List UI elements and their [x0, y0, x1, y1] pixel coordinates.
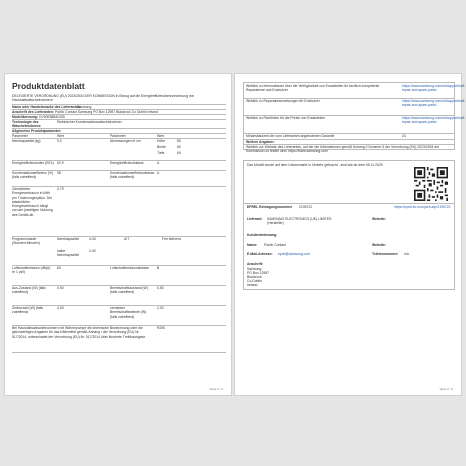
param-cell: Aus-Zustand (W) (falls zutreffend) [12, 286, 46, 295]
table-row [12, 285, 226, 305]
table-row [12, 160, 226, 170]
regulation-text: DELEGIERTE VERORDNUNG (EU) 2023/2534 DER KOMMISSION in Bezug auf die Energieeffizienzkennzeichnung von Haushaltswäschetrocknern [12, 94, 195, 103]
supplier-label: Lieferant: [247, 217, 263, 221]
param-cell: Programmdauer (Stunden:Minuten) [12, 237, 40, 246]
param-cell: Zeitverzahl (W) (falls zutreffend) [12, 306, 44, 315]
value-cell: R290 [157, 326, 166, 330]
dim-depth-value: 60 [177, 151, 181, 155]
name-value: Public Contact [264, 243, 286, 247]
warranty-label: Mindestlaufzeit der vom Lieferanten angebotenen Garantie [246, 134, 335, 138]
duration-full-label: Nennkapazität [57, 237, 79, 241]
spare-parts-link[interactable]: https://www.samsung.com/uk/support/self-repair-and-spare-parts/ [402, 84, 466, 93]
duration-half-value: 2:40 [89, 249, 96, 253]
table-row [12, 170, 226, 186]
website-label: Website: [372, 217, 387, 221]
warranty-value: 24 [402, 134, 406, 138]
dim-width-label: Breite [157, 145, 166, 149]
address-line: PO Box 12987 [247, 271, 270, 275]
phone-label: Telefonnummer: [372, 252, 399, 256]
value-cell: 4,00 [57, 306, 64, 310]
eprel-label: EPREL Eintragungsnummer [247, 205, 293, 209]
param-cell: vernetzter Bereitschaftsbetrieb (W) (falls zutreffend) [110, 306, 147, 319]
address-line: Blackrock [247, 275, 262, 279]
duration-full-value: 4:43 [89, 237, 96, 241]
address-label: Anschrift: [247, 262, 264, 266]
datasheet-page-2 [234, 73, 466, 396]
pricing-link[interactable]: https://www.samsung.com/uk/support/self-repair-and-spare-parts/ [402, 116, 466, 125]
model-label: Modellkennung: [12, 115, 38, 119]
value-cell: 0,50 [157, 286, 164, 290]
dim-width-value: 60 [177, 145, 181, 149]
header-parameter-1: Parameter [12, 134, 28, 138]
table-row [12, 186, 226, 236]
model-value: DV90E8884GGB [39, 115, 65, 119]
supplier-value: Samsung [77, 105, 92, 109]
param-cell: Energieeffizienzklasse [110, 161, 144, 165]
address-line: Co.Dublin [247, 279, 262, 283]
further-info-label: Weitere Angaben: [246, 140, 275, 144]
address-line: Samsung [247, 267, 262, 271]
repair-instructions-label: Weblink zu Reparaturanweisungen für Endnutzer [246, 99, 320, 103]
qr-code-graphic [414, 167, 448, 201]
value-cell: 2,00 [157, 306, 164, 310]
general-params-label: Allgemeine Produktparameter: [12, 129, 62, 133]
header-parameter-2: Parameter [110, 134, 126, 138]
value-cell: A [157, 161, 160, 165]
param-cell: Gewichteter Energieverbrauch in kWh pro Trocknungszyklus. Der tatsächliche Energieverbrauch hängt von der jeweiligen Nutzung des Geräts ab. [12, 187, 53, 217]
value-cell: 0,79 [57, 187, 64, 191]
technology-label: Technologie des Wäschetrockners: [12, 120, 42, 129]
duration-half-label: halbe Nennkapazität [57, 249, 79, 258]
table-row [12, 236, 226, 265]
header-value-1: Wert [57, 134, 65, 138]
supplier-value: SAMSUNG ELECTRONICS (UK) LIMITED (Hersteller) [267, 217, 332, 226]
dim-depth-label: Tiefe [157, 151, 165, 155]
param-cell: Energieeffizienzindex (EEIₜ) [12, 161, 54, 165]
value-cell: Frei stehend [162, 237, 181, 241]
value-cell: 9,0 [57, 139, 62, 143]
customer-service-label: Kundenbetreuung: [247, 233, 278, 237]
pricing-label: Weblink zu Richtlinien für die Preise von Ersatzteilen [246, 116, 326, 120]
name-label: Name: [247, 243, 258, 247]
param-cell: Kondensationseffizienzklasse (falls zutreffend) [110, 171, 155, 180]
repair-instructions-link[interactable]: https://www.samsung.com/uk/support/self-repair-and-spare-parts/ [402, 99, 466, 108]
email-link[interactable]: eprel@samsung.com [278, 252, 311, 256]
phone-value: n/a [404, 252, 409, 256]
dim-height-label: Höhe [157, 139, 166, 143]
further-info-text: Weblink zur Website des Lieferanten, auf der die Informationen gemäß Anhang II Nummer 6 der Verordnung (EU) 2023/2534 der Kommission zu finden sind: https://www.samsung.com [246, 145, 440, 154]
table-row [12, 265, 226, 285]
technology-value: Elektrischer Kondensationswäschetrockner [57, 120, 122, 124]
param-cell: Kondensationseffizienz (%) (falls zutreffend) [12, 171, 54, 180]
address-label: Anschrift des Lieferanten: [12, 110, 55, 114]
param-cell: Luftschallemission (dB(A) re 1 pW) [12, 266, 51, 275]
eprel-link[interactable]: https://eprel.ec.europa.eu/qr/2195722 [394, 205, 451, 209]
param-cell: Abmessungen in cm [110, 139, 141, 143]
value-cell: 98 [57, 171, 61, 175]
value-cell: B [157, 266, 160, 270]
market-note: Das Modell wurde auf dem Unionsmarkt in Verkehr gebracht , sind wie ab dem 05.11.2025 [247, 163, 383, 167]
eprel-value: 2195722 [299, 205, 313, 209]
address-value: Public Contact Samsung PO Box 12987 Blackrock Co Dublin Ireland [55, 110, 158, 114]
table-row [12, 325, 226, 353]
param-cell: Bei Haushaltswäschetrocknern mit Wärmepumpe die chemische Bezeichnung oder die gleichwertigen Angaben für das Kältemittel gemäß Anhang I der Verordnung (EU) Nr. 517/2014, unbeschadet der Verordnung (EU) Nr. 517/2014 über fluorierte Treibhausgase. [12, 326, 147, 339]
header-value-2: Wert [157, 134, 165, 138]
technology-row [12, 119, 226, 128]
address-line: Ireland [247, 283, 258, 287]
page-title: Produktdatenblatt [12, 81, 85, 91]
table-row [12, 138, 226, 160]
table-row [12, 305, 226, 325]
value-cell: 60 [57, 266, 61, 270]
email-label: E-Mail-Adresse: [247, 252, 273, 256]
value-cell: 0,50 [57, 286, 64, 290]
supplier-label: Name oder Handelsmarke des Lieferanten: [12, 105, 81, 109]
dim-height-value: 85 [177, 139, 181, 143]
datasheet-page-1 [4, 73, 232, 396]
param-cell: Nennkapazität (kg) [12, 139, 41, 143]
qr-code-icon [414, 167, 448, 201]
eprel-block [243, 160, 455, 290]
page-number: Seite 1 / 2 [209, 387, 223, 392]
value-cell: 62,9 [57, 161, 64, 165]
param-cell: A/T [124, 237, 130, 241]
web-label: Website: [372, 243, 387, 247]
value-cell: A [157, 171, 160, 175]
spare-parts-label: Weblink zu Informationen über die Verfügbarkeit von Ersatzteilen für fachlich kompetente Reparateure und Endnutzer [246, 84, 380, 93]
param-cell: Bereitschaftszustand (W) (falls zutreffend) [110, 286, 148, 295]
links-table [243, 82, 466, 154]
param-cell: Luftschallemissionsklasse [110, 266, 150, 270]
page-number: Seite 2 / 2 [439, 387, 453, 392]
